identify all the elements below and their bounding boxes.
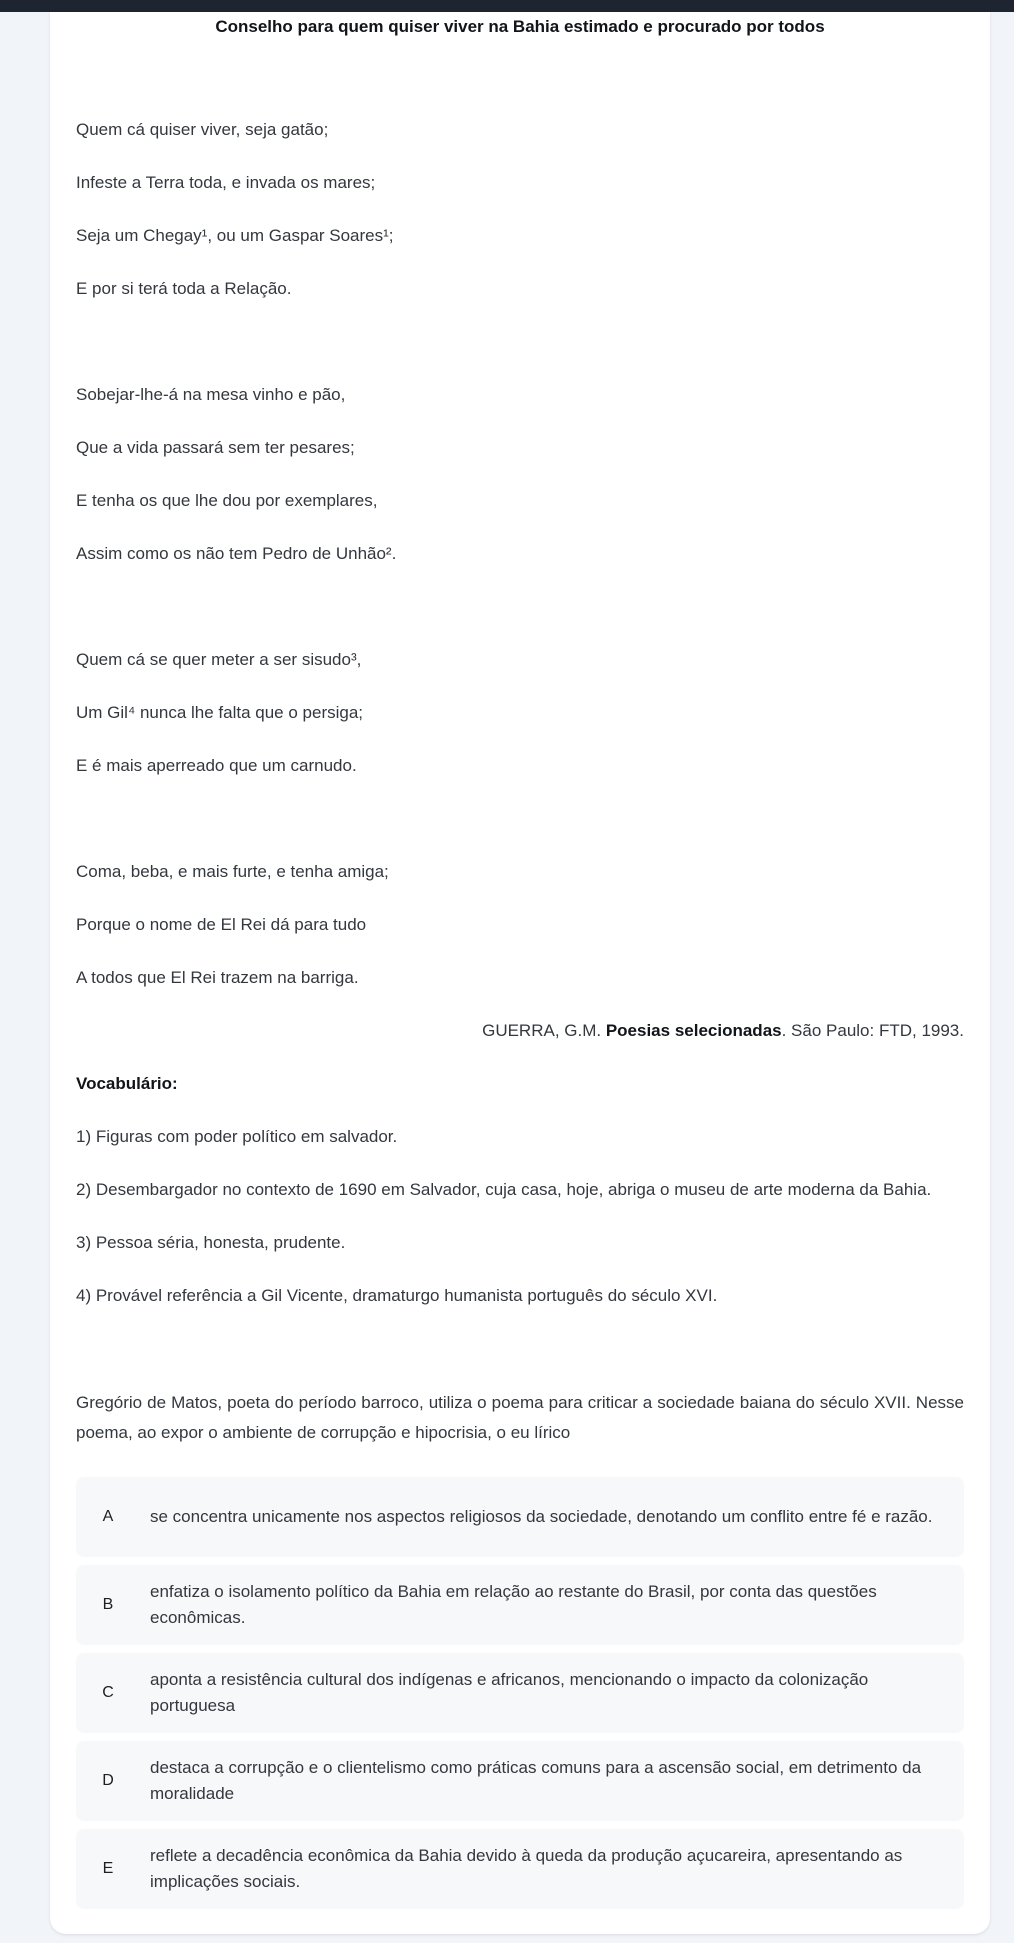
option-text: aponta a resistência cultural dos indígenas e africanos, mencionando o impacto da colonização portuguesa (150, 1670, 869, 1715)
poem-line: Um Gil⁴ nunca lhe falta que o persiga; (76, 703, 364, 722)
option-text: enfatiza o isolamento político da Bahia em relação ao restante do Brasil, por conta das questões econômicas. (150, 1582, 877, 1627)
vocabulary-item: 1) Figuras com poder político em salvador. (76, 1127, 398, 1146)
option-letter: B (84, 1581, 132, 1629)
poem-line: E por si terá toda a Relação. (76, 279, 292, 298)
option-a[interactable] (76, 1477, 964, 1557)
poem-line: Seja um Chegay¹, ou um Gaspar Soares¹; (76, 226, 394, 245)
option-text: reflete a decadência econômica da Bahia devido à queda da produção açucareira, apresentando as implicações sociais. (150, 1846, 903, 1891)
question-text: Gregório de Matos, poeta do período barroco, utiliza o poema para criticar a sociedade baiana do século XVII. Nesse poema, ao expor o ambiente de corrupção e hipocrisia, o eu lírico (76, 1393, 964, 1442)
option-letter: E (84, 1845, 132, 1893)
citation-rest: . São Paulo: FTD, 1993. (781, 1021, 964, 1040)
option-text: se concentra unicamente nos aspectos religiosos da sociedade, denotando um conflito entre fé e razão. (150, 1507, 933, 1526)
poem-line: E é mais aperreado que um carnudo. (76, 756, 357, 775)
poem-line: Sobejar-lhe-á na mesa vinho e pão, (76, 385, 346, 404)
vocabulary-item: 4) Provável referência a Gil Vicente, dramaturgo humanista português do século XVI. (76, 1286, 718, 1305)
poem-line: Quem cá se quer meter a ser sisudo³, (76, 650, 362, 669)
poem-line: Assim como os não tem Pedro de Unhão². (76, 544, 397, 563)
poem-line: Que a vida passará sem ter pesares; (76, 438, 355, 457)
citation (482, 1021, 964, 1041)
option-b[interactable] (76, 1565, 964, 1645)
option-c[interactable] (76, 1653, 964, 1733)
poem-line: E tenha os que lhe dou por exemplares, (76, 491, 378, 510)
poem-line: Infeste a Terra toda, e invada os mares; (76, 173, 376, 192)
top-bar (0, 0, 1014, 12)
poem-line: Porque o nome de El Rei dá para tudo (76, 915, 367, 934)
poem-line: A todos que El Rei trazem na barriga. (76, 968, 359, 987)
vocabulary-title: Vocabulário: (76, 1074, 178, 1093)
poem-title: Conselho para quem quiser viver na Bahia estimado e procurado por todos (215, 17, 825, 36)
vocabulary-item: 3) Pessoa séria, honesta, prudente. (76, 1233, 346, 1252)
citation-book: Poesias selecionadas (605, 1021, 782, 1040)
option-letter: C (84, 1669, 132, 1717)
poem-line: Coma, beba, e mais furte, e tenha amiga; (76, 862, 389, 881)
option-d[interactable] (76, 1741, 964, 1821)
poem-line: Quem cá quiser viver, seja gatão; (76, 120, 329, 139)
question-card (50, 12, 990, 1934)
option-letter: A (84, 1493, 132, 1541)
vocabulary-item: 2) Desembargador no contexto de 1690 em Salvador, cuja casa, hoje, abriga o museu de arte moderna da Bahia. (76, 1180, 932, 1199)
citation-author: GUERRA, G.M. (482, 1021, 606, 1040)
option-e[interactable] (76, 1829, 964, 1909)
option-letter: D (84, 1757, 132, 1805)
option-text: destaca a corrupção e o clientelismo como práticas comuns para a ascensão social, em detrimento da moralidade (150, 1758, 922, 1803)
